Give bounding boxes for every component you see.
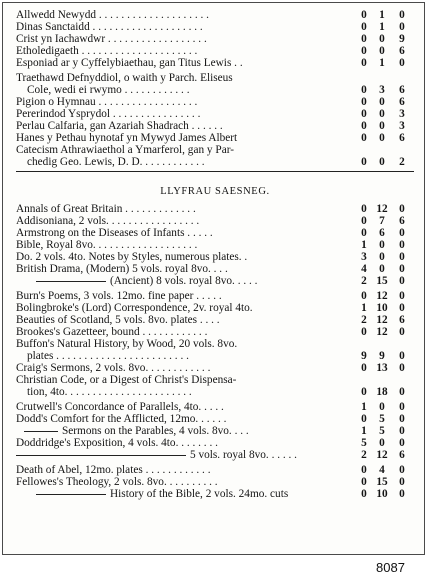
item-title-text: Etholedigaeth . . . . . . . . . . . . . . . . . . . . . [16, 45, 198, 57]
item-title-text: (Ancient) 8 vols. royal 8vo. . . . . [110, 275, 258, 287]
price-shillings: 12 [376, 314, 388, 326]
price-pence: 3 [399, 120, 405, 132]
item-title-text: Christian Code, or a Digest of Christ's Dispensa- [16, 374, 237, 386]
item-title [16, 108, 200, 120]
price-shillings: 12 [376, 290, 388, 302]
scanned-page [2, 2, 425, 555]
list-item [16, 302, 414, 314]
price-pounds: 0 [361, 362, 367, 374]
item-title-text: Brookes's Gazetteer, bound . . . . . . . . . . . . [16, 326, 208, 338]
price-pounds: 0 [361, 215, 367, 227]
price-pence: 0 [399, 227, 405, 239]
list-item [16, 239, 414, 251]
list-item [16, 156, 414, 168]
price-pence: 0 [399, 464, 405, 476]
item-title [16, 488, 288, 500]
price-pounds: 1 [361, 425, 367, 437]
list-item [16, 350, 414, 362]
item-title-text: Crist yn Iachawdwr . . . . . . . . . . . . . . . . . . [16, 33, 207, 45]
item-title-text: Dinas Sanctaidd . . . . . . . . . . . . . . . . . . . . [16, 21, 203, 33]
item-title-text: tion, 4to. . . . . . . . . . . . . . . . . . . . . . . [27, 386, 192, 398]
list-item [16, 72, 414, 84]
list-item [16, 449, 414, 461]
price-pounds: 0 [361, 33, 367, 45]
price-pounds: 0 [361, 156, 367, 168]
price-shillings: 12 [376, 449, 388, 461]
item-title-text: Sermons on the Parables, 4 vols. 8vo. . . . [62, 425, 249, 437]
item-title [16, 215, 199, 227]
list-item [16, 132, 414, 144]
item-title [16, 350, 189, 362]
price-shillings: 10 [376, 302, 388, 314]
item-title [16, 290, 222, 302]
item-title [16, 57, 243, 69]
item-title-text: Pigion o Hymnau . . . . . . . . . . . . . . . . . . [16, 96, 198, 108]
price-pence: 0 [399, 476, 405, 488]
item-title [16, 84, 190, 96]
item-title-text: Dodd's Comfort for the Afflicted, 12mo. . . . . . [16, 413, 227, 425]
item-title [16, 275, 257, 287]
price-shillings: 0 [379, 45, 385, 57]
ditto-rule [24, 431, 58, 432]
price-shillings: 0 [379, 251, 385, 263]
price-pounds: 0 [361, 386, 367, 398]
price-pounds: 0 [361, 21, 367, 33]
list-item [16, 374, 414, 386]
item-title-text: Cole, wedi ei rwymo . . . . . . . . . . . . [27, 84, 190, 96]
item-title [16, 338, 237, 350]
item-title-text: Armstrong on the Diseases of Infants . . . . . [16, 227, 213, 239]
price-pounds: 1 [361, 302, 367, 314]
price-shillings: 0 [379, 401, 385, 413]
price-pence: 6 [399, 84, 405, 96]
item-title [16, 227, 213, 239]
item-title-text: Death of Abel, 12mo. plates . . . . . . . . . . . . [16, 464, 211, 476]
item-title-text: Craig's Sermons, 2 vols. 8vo. . . . . . . . . . . . [16, 362, 211, 374]
list-item [16, 84, 414, 96]
item-title-text: Allwedd Newydd . . . . . . . . . . . . . . . . . . . . [16, 9, 209, 21]
price-pounds: 4 [361, 263, 367, 275]
price-shillings: 0 [379, 263, 385, 275]
list-item [16, 338, 414, 350]
list-item [16, 203, 414, 215]
item-title [16, 476, 218, 488]
item-title-text: Bible, Royal 8vo. . . . . . . . . . . . . . . . . . . [16, 239, 198, 251]
item-title [16, 239, 197, 251]
item-title-text: Perlau Calfaria, gan Azariah Shadrach . . . . . . [16, 120, 223, 132]
list-item [16, 33, 414, 45]
price-pounds: 0 [361, 96, 367, 108]
item-title [16, 251, 247, 263]
item-title [16, 263, 228, 275]
price-pounds: 0 [361, 227, 367, 239]
item-title-text: plates . . . . . . . . . . . . . . . . . . . . . . . . [27, 350, 189, 362]
price-pence: 3 [399, 108, 405, 120]
item-title-text: History of the Bible, 2 vols. 24mo. cuts [110, 488, 289, 500]
item-title [16, 45, 197, 57]
price-shillings: 0 [379, 33, 385, 45]
price-pounds: 1 [361, 239, 367, 251]
price-pounds: 2 [361, 449, 367, 461]
list-item [16, 108, 414, 120]
list-item [16, 401, 414, 413]
price-shillings: 15 [376, 476, 388, 488]
price-pounds: 0 [361, 9, 367, 21]
price-list [16, 9, 414, 500]
price-shillings: 0 [379, 156, 385, 168]
price-shillings: 13 [376, 362, 388, 374]
list-item [16, 386, 414, 398]
price-shillings: 0 [379, 239, 385, 251]
item-title-text: Fellowes's Theology, 2 vols. 8vo. . . . . . . . . . [16, 476, 218, 488]
item-title [16, 302, 253, 314]
price-pence: 0 [399, 488, 405, 500]
item-title-text: chedig Geo. Lewis, D. D. . . . . . . . . . . . [27, 156, 205, 168]
item-title [16, 314, 220, 326]
price-pence: 0 [399, 413, 405, 425]
item-title-text: Catecism Athrawiaethol a Ymarferol, gan y Par- [16, 144, 234, 156]
item-title-text: Traethawd Defnyddiol, o waith y Parch. Eliseus [16, 72, 233, 84]
list-item [16, 437, 414, 449]
item-title-text: 5 vols. royal 8vo. . . . . . [190, 449, 298, 461]
item-title-text: Burn's Poems, 3 vols. 12mo. fine paper . . . . . [16, 290, 222, 302]
list-item [16, 227, 414, 239]
price-pence: 6 [399, 132, 405, 144]
price-pounds: 0 [361, 488, 367, 500]
price-shillings: 0 [379, 437, 385, 449]
item-title-text: Hanes y Pethau hynotaf yn Mywyd James Albert [16, 132, 238, 144]
price-pounds: 0 [361, 464, 367, 476]
price-pence: 0 [399, 275, 405, 287]
price-pence: 6 [399, 45, 405, 57]
item-title [16, 449, 297, 461]
price-shillings: 1 [379, 21, 385, 33]
item-title-text: British Drama, (Modern) 5 vols. royal 8vo. . . . [16, 263, 228, 275]
price-shillings: 0 [379, 108, 385, 120]
item-title [16, 425, 249, 437]
price-pence: 0 [399, 21, 405, 33]
item-title-text: Buffon's Natural History, by Wood, 20 vols. 8vo. [16, 338, 238, 350]
price-shillings: 1 [379, 57, 385, 69]
item-title [16, 464, 211, 476]
price-pence: 0 [399, 290, 405, 302]
section-divider [16, 171, 414, 172]
price-pounds: 0 [361, 290, 367, 302]
item-title [16, 326, 207, 338]
price-pence: 6 [399, 215, 405, 227]
price-shillings: 0 [379, 96, 385, 108]
item-title-text: Crutwell's Concordance of Parallels, 4to. . . . . [16, 401, 224, 413]
price-pence: 0 [399, 263, 405, 275]
item-title-text: Annals of Great Britain . . . . . . . . . . . . . [16, 203, 196, 215]
price-pounds: 3 [361, 251, 367, 263]
price-shillings: 7 [379, 215, 385, 227]
price-pence: 0 [399, 57, 405, 69]
price-pence: 0 [399, 302, 405, 314]
list-item [16, 464, 414, 476]
item-title [16, 203, 196, 215]
item-title [16, 386, 192, 398]
item-title-text: Doddridge's Exposition, 4 vols. 4to. . . . . . . . [16, 437, 218, 449]
price-pence: 0 [399, 350, 405, 362]
price-pence: 0 [399, 425, 405, 437]
price-pence: 0 [399, 326, 405, 338]
list-item [16, 488, 414, 500]
section-heading: LLYFRAU SAESNEG. [160, 186, 270, 197]
list-item [16, 275, 414, 287]
list-item [16, 290, 414, 302]
item-title [16, 374, 236, 386]
price-pounds: 0 [361, 413, 367, 425]
list-item [16, 120, 414, 132]
price-shillings: 0 [379, 120, 385, 132]
price-pounds: 0 [361, 326, 367, 338]
price-pounds: 1 [361, 401, 367, 413]
item-title [16, 21, 203, 33]
price-pence: 0 [399, 401, 405, 413]
price-pounds: 0 [361, 120, 367, 132]
list-item [16, 251, 414, 263]
ditto-rule [36, 494, 106, 495]
price-pounds: 0 [361, 132, 367, 144]
plate-number: 8087 [376, 560, 405, 575]
price-pence: 0 [399, 386, 405, 398]
item-title [16, 156, 205, 168]
item-title [16, 9, 209, 21]
price-shillings: 6 [379, 227, 385, 239]
price-shillings: 15 [376, 275, 388, 287]
price-pence: 0 [399, 251, 405, 263]
price-pounds: 0 [361, 84, 367, 96]
list-item [16, 326, 414, 338]
list-item [16, 314, 414, 326]
item-title-text: Beauties of Scotland, 5 vols. 8vo. plates . . . . [16, 314, 220, 326]
price-pounds: 0 [361, 476, 367, 488]
price-shillings: 9 [379, 350, 385, 362]
list-item [16, 144, 414, 156]
list-item [16, 45, 414, 57]
list-item [16, 21, 414, 33]
price-shillings: 18 [376, 386, 388, 398]
item-title [16, 437, 218, 449]
item-title [16, 413, 226, 425]
price-pence: 6 [399, 96, 405, 108]
list-item [16, 263, 414, 275]
item-title [16, 120, 223, 132]
price-shillings: 12 [376, 326, 388, 338]
list-item [16, 362, 414, 374]
price-shillings: 0 [379, 132, 385, 144]
price-pence: 0 [399, 437, 405, 449]
item-title-text: Do. 2 vols. 4to. Notes by Styles, numerous plates. . [16, 251, 248, 263]
item-title-text: Addisoniana, 2 vols. . . . . . . . . . . . . . . . . [16, 215, 200, 227]
price-pence: 0 [399, 203, 405, 215]
item-title-text: Pererindod Ysprydol . . . . . . . . . . . . . . . . [16, 108, 201, 120]
list-item [16, 425, 414, 437]
price-pounds: 0 [361, 108, 367, 120]
item-title [16, 362, 210, 374]
item-title [16, 96, 197, 108]
price-pence: 0 [399, 362, 405, 374]
price-pence: 2 [399, 156, 405, 168]
item-title [16, 144, 234, 156]
price-pounds: 2 [361, 314, 367, 326]
price-pence: 9 [399, 33, 405, 45]
price-shillings: 3 [379, 84, 385, 96]
price-pounds: 2 [361, 275, 367, 287]
price-pounds: 5 [361, 437, 367, 449]
price-pence: 6 [399, 449, 405, 461]
price-pence: 0 [399, 9, 405, 21]
price-pounds: 9 [361, 350, 367, 362]
price-pence: 0 [399, 239, 405, 251]
price-shillings: 4 [379, 464, 385, 476]
price-shillings: 10 [376, 488, 388, 500]
price-pence: 6 [399, 314, 405, 326]
list-item [16, 476, 414, 488]
item-title [16, 401, 224, 413]
ditto-rule [16, 455, 186, 456]
list-item [16, 9, 414, 21]
list-item [16, 413, 414, 425]
item-title-text: Esponiad ar y Cyffelybiaethau, gan Titus Lewis . . [16, 57, 243, 69]
list-item [16, 57, 414, 69]
item-title [16, 72, 233, 84]
price-pounds: 0 [361, 57, 367, 69]
ditto-rule [36, 281, 106, 282]
price-shillings: 1 [379, 9, 385, 21]
item-title-text: Bolingbroke's (Lord) Correspondence, 2v. royal 4to. [16, 302, 253, 314]
price-shillings: 12 [376, 203, 388, 215]
item-title [16, 33, 207, 45]
list-item [16, 96, 414, 108]
item-title [16, 132, 237, 144]
price-pounds: 0 [361, 203, 367, 215]
list-item [16, 215, 414, 227]
price-pounds: 0 [361, 45, 367, 57]
price-shillings: 5 [379, 413, 385, 425]
price-shillings: 5 [379, 425, 385, 437]
